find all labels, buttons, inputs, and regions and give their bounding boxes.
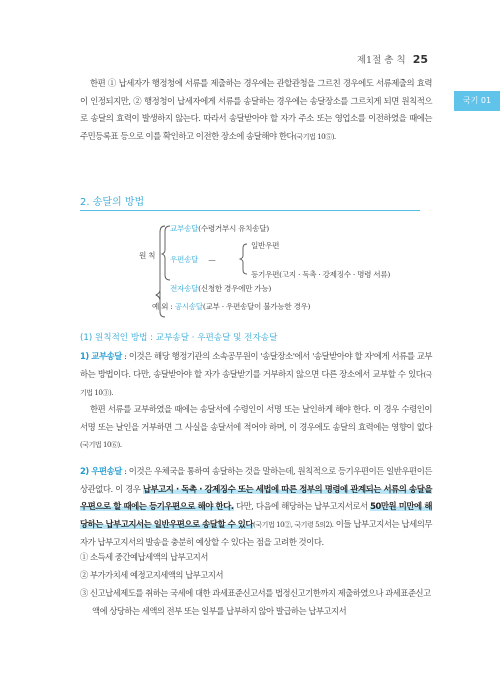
postal-heading: 2) 우편송달: [80, 466, 122, 476]
electronic-label: 전자송달: [170, 284, 199, 293]
signature-paragraph: [80, 401, 432, 455]
registered-mail-highlight: 납부고지 · 독촉 · 강제징수 또는 세법에 따른 정부의 명령에 관계되는 서류의 송달을 우편으로 할 때에는 등기우편으로 해야 한다.: [80, 483, 432, 511]
postal-paragraph: [80, 463, 432, 552]
intro-paragraph: [80, 75, 432, 146]
public-note: (교부 · 우편송달이 불가능한 경우): [202, 302, 311, 311]
principle-bracket: [162, 226, 170, 280]
postal-label: 우편송달: [170, 255, 199, 264]
intro-text: 한편 ① 납세자가 행정청에 서류를 제출하는 경우에는 관할관청을 그르친 경우에도 서류제출의 효력이 인정되지만, ② 행정청이 납세자에게 서류를 송달하는 경우에는 송달장소를 그르치게 되면 원칙적으로 송달의 효력이 발생하지 않는다. 따라서 송달받아야 할 자가 주소 또는 영업소를 이전하였을 때에는 주민등록표 등으로 이를 확인하고 이전한 장소에 송달해야 한다: [80, 78, 432, 141]
delivery-reference: (국기법 10③).: [80, 370, 432, 397]
postal-reference: (국기법 10②, 국기령 5의2).: [253, 520, 334, 529]
postal-text-a: : 이것은 우체국을 통하여 송달하는 것을 말하는데, 원칙적으로 등기우편이든 일반우편이든 상관없다. 이 경우: [80, 466, 432, 494]
delivery-item: [170, 223, 269, 234]
page-number: 25: [412, 53, 428, 66]
delivery-paragraph: [80, 348, 432, 403]
section-divider: [80, 210, 420, 211]
section-title: 2. 송달의 방법: [80, 197, 145, 208]
postal-item: [170, 254, 216, 265]
delivery-text: : 이것은 해당 행정기관의 소속공무원이 '송달장소'에서 '송달받아야 할 자'에게 서류를 교부하는 방법이다. 다만, 송달받아야 할 자가 송달받기를 거부하지 않으면 다른 장소에서 교부할 수 있다: [80, 351, 432, 379]
exception-label: 예 외 :: [152, 302, 173, 311]
subsection-title: (1) 원칙적인 방법 : 교부송달 · 우편송달 및 전자송달: [80, 333, 278, 343]
postal-bracket: [240, 244, 247, 274]
signature-text: 한편 서류를 교부하였을 때에는 송달서에 수령인이 서명 또는 날인하게 해야 한다. 이 경우 수령인이 서명 또는 날인을 거부하면 그 사실을 송달서에 적어야 하며, 이 경우에도 송달의 효력에는 영향이 없다: [80, 404, 432, 432]
intro-reference: (국기법 10⑤).: [294, 132, 336, 141]
page-header: [357, 52, 428, 66]
chapter-side-tab[interactable]: 국기 01: [454, 91, 500, 111]
general-mail-item: 일반우편: [251, 241, 280, 250]
list-item: ③ 신고납세제도를 취하는 국세에 대한 과세표준신고서를 법정신고기한까지 제출하였으나 과세표준신고액에 상당하는 세액의 전부 또는 일부를 납부하지 않아 발급하는 납부고지서: [80, 588, 431, 616]
delivery-heading: 1) 교부송달: [80, 351, 122, 361]
list-item: ① 소득세 중간예납세액의 납부고지서: [80, 552, 208, 562]
delivery-label: 교부송달: [170, 224, 199, 233]
electronic-note: (신청한 경우에만 가능): [198, 284, 272, 293]
outer-bracket: [156, 226, 165, 300]
postal-connector: —: [208, 255, 216, 264]
postal-text-b: 다만, 다음에 해당하는 납부고지서로서: [233, 501, 371, 511]
public-label: 공시송달: [174, 302, 203, 311]
section-heading: 제1절 총 칙: [356, 55, 406, 66]
delivery-note: (수령거부시 유치송달): [198, 224, 269, 233]
electronic-item: [170, 283, 271, 294]
list-item: ② 부가가치세 예정고지세액의 납부고지서: [80, 570, 224, 580]
under-500k-highlight: 50만원 미만에 해당하는 납부고지서는 일반우편으로 송달할 수 있다: [80, 501, 432, 529]
postal-text-c: 이들 납부고지서는 납세의무자가 납부고지서의 발송을 충분히 예상할 수 있다는 점을 고려한 것이다.: [80, 518, 432, 547]
principle-label: 원 칙: [139, 251, 156, 260]
registered-mail-item: 등기우편(고지 · 독촉 · 강제징수 · 명령 서류): [251, 270, 391, 279]
exception-item: [152, 301, 310, 312]
signature-reference: (국기법 10⑥).: [80, 441, 122, 449]
